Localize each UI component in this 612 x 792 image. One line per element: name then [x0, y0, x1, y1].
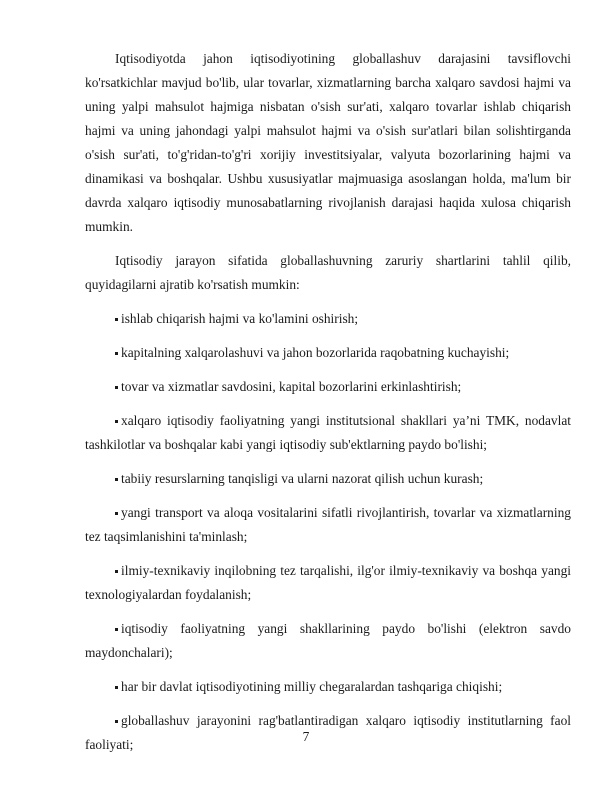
list-item [85, 375, 571, 399]
list-item-text: xalqaro iqtisodiy faoliyatning yangi institutsional shakllari ya’ni TMK, nodavlat tashkilotlar va boshqalar kabi yangi iqtisodiy sub'ektlarning paydo bo'lishi; [85, 413, 571, 452]
preconditions-list [85, 307, 571, 757]
list-item-text: ishlab chiqarish hajmi va ko'lamini oshirish; [121, 311, 359, 326]
page-number: 7 [302, 729, 310, 744]
bullet-icon [115, 570, 118, 573]
paragraph-preconditions: Iqtisodiy jarayon sifatida globallashuvning zaruriy shartlarini tahlil qilib, quyidagilarni ajratib ko'rsatish mumkin: [85, 253, 571, 292]
list-item-text: kapitalning xalqarolashuvi va jahon bozorlarida raqobatning kuchayishi; [121, 345, 510, 360]
bullet-icon [115, 478, 118, 481]
list-item [85, 409, 571, 457]
bullet-icon [115, 352, 118, 355]
list-item-text: yangi transport va aloqa vositalarini sifatli rivojlantirish, tovarlar va xizmatlarning tez taqsimlanishini ta'minlash; [85, 505, 571, 544]
bullet-icon [115, 512, 118, 515]
list-item [85, 559, 571, 607]
list-item [85, 617, 571, 665]
bullet-icon [115, 720, 118, 723]
list-item [85, 501, 571, 549]
paragraph-intro: Iqtisodiyotda jahon iqtisodiyotining globallashuv darajasini tavsiflovchi ko'rsatkichlar mavjud bo'lib, ular tovarlar, xizmatlarning barcha xalqaro savdosi hajmi va uning yalpi mahsulot hajmiga nisbatan o'sish sur'ati, xalqaro tovarlar ishlab chiqarish hajmi va uning jahondagi yalpi mahsulot hajmi va o'sish sur'atlari bilan solishtirganda o'sish sur'ati, to'g'ridan-to'g'ri xorijiy investitsiyalar, valyuta bozorlarining hajmi va dinamikasi va boshqalar. Ushbu xususiyatlar majmuasiga asoslangan holda, ma'lum bir davrda xalqaro iqtisodiy munosabatlarning rivojlanish darajasi haqida xulosa chiqarish mumkin. [85, 51, 571, 234]
bullet-icon [115, 420, 118, 423]
bullet-icon [115, 318, 118, 321]
list-item-text: tabiiy resurslarning tanqisligi va ularni nazorat qilish uchun kurash; [121, 471, 484, 486]
bullet-icon [115, 686, 118, 689]
list-item-text: har bir davlat iqtisodiyotining milliy chegaralardan tashqariga chiqishi; [121, 679, 503, 694]
bullet-icon [115, 386, 118, 389]
list-item-text: tovar va xizmatlar savdosini, kapital bozorlarini erkinlashtirish; [121, 379, 462, 394]
list-item-text: ilmiy-texnikaviy inqilobning tez tarqalishi, ilg'or ilmiy-texnikaviy va boshqa yangi texnologiyalardan foydalanish; [85, 563, 571, 602]
bullet-icon [115, 628, 118, 631]
list-item [85, 467, 571, 491]
list-item-text: iqtisodiy faoliyatning yangi shakllarining paydo bo'lishi (elektron savdo maydonchalari); [85, 621, 571, 660]
list-item [85, 675, 571, 699]
list-item-text: globallashuv jarayonini rag'batlantiradigan xalqaro iqtisodiy institutlarning faol faoliyati; [85, 713, 571, 752]
list-item [85, 307, 571, 331]
list-item [85, 341, 571, 365]
